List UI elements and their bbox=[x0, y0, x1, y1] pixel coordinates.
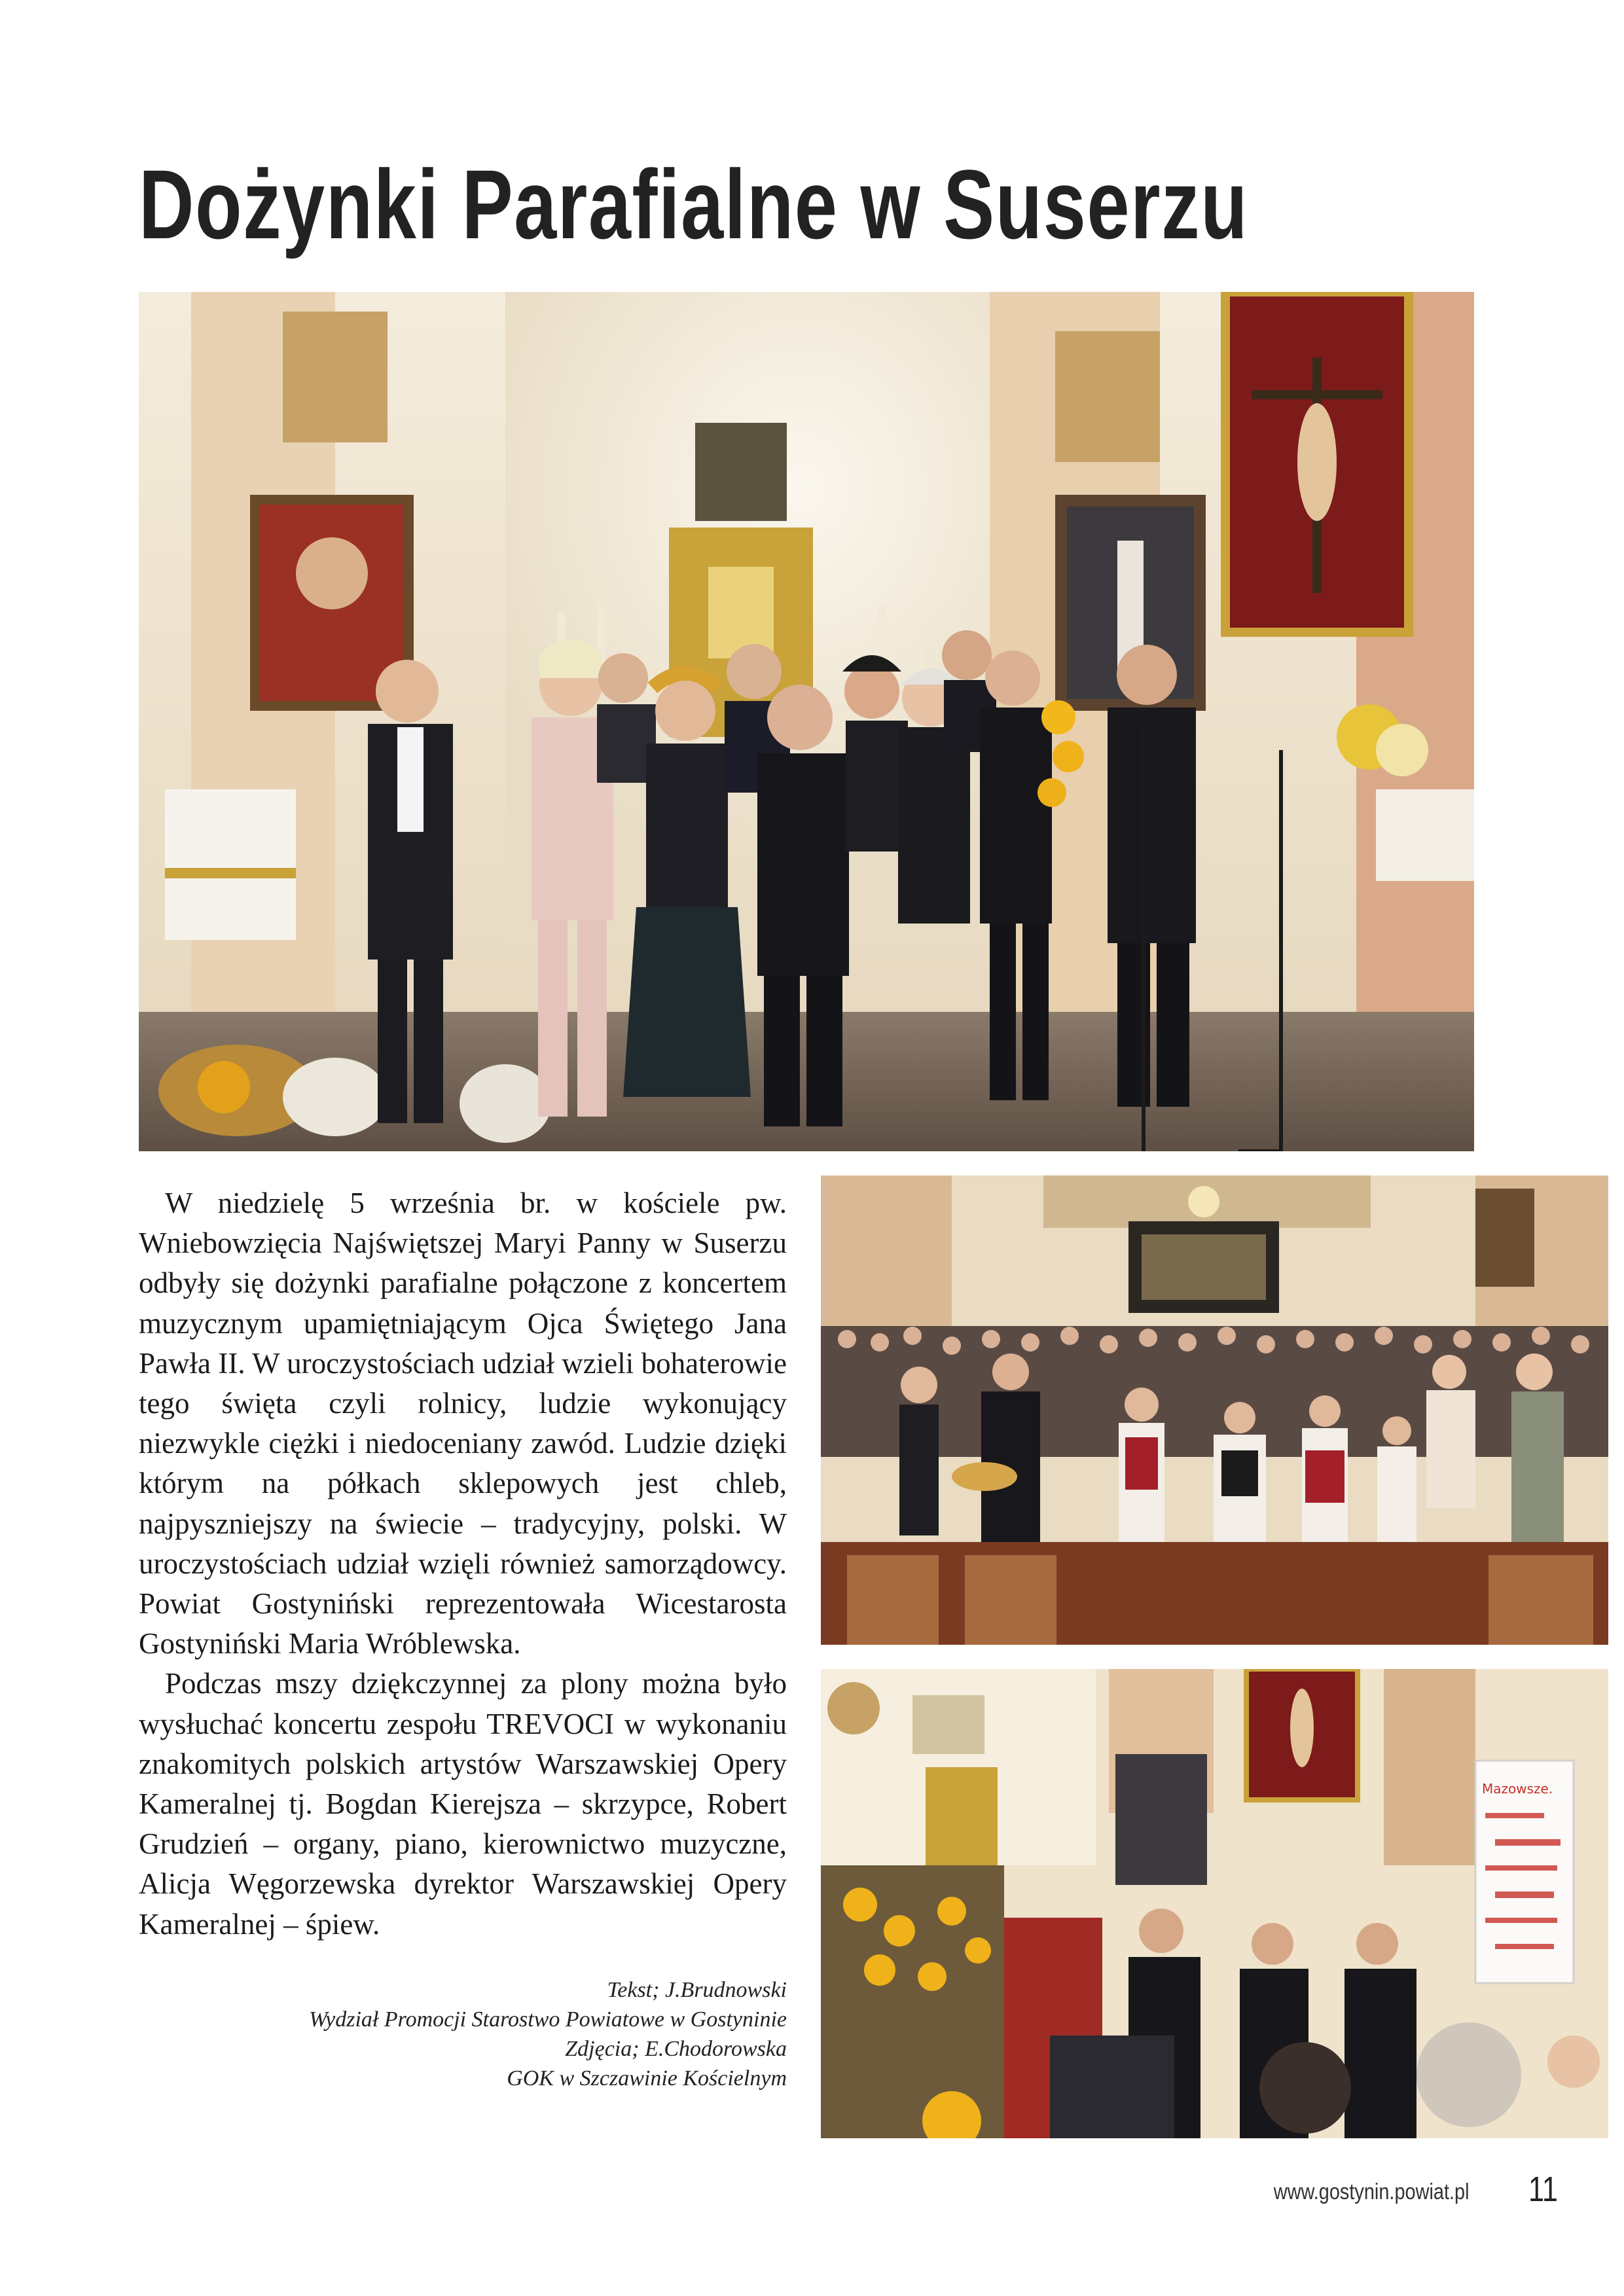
article-paragraph-2: Podczas mszy dziękczynnej za plony można było wysłuchać koncertu zespołu TREVOCI w wykonaniu znakomitych polskich artystów Warszawskiej Opery Kameralnej tj. Bogdan Kierejsza – skrzypce, Robert Grudzień – organy, piano, kierownictwo muzyczne, Alicja Węgorzewska dyrektor Warszawskiej Opery Kameralnej – śpiew. bbox=[139, 1667, 787, 1941]
photo-trevoci-singers bbox=[821, 1669, 1608, 2138]
photo-group-at-altar bbox=[139, 292, 1474, 1151]
photo-congregation bbox=[821, 1175, 1608, 1645]
credits bbox=[139, 1975, 787, 2093]
page-title: Dożynki Parafialne w Suserzu bbox=[139, 149, 1249, 259]
photo-author-org: GOK w Szczawinie Kościelnym bbox=[507, 2066, 787, 2090]
footer-website-link[interactable]: www.gostynin.powiat.pl bbox=[1274, 2179, 1470, 2204]
article-paragraph-1: W niedzielę 5 września br. w kościele pw. Wniebowzięcia Najświętszej Maryi Panny w Suserzu odbyły się dożynki parafialne połączone z koncertem muzycznym upamiętniającym Ojca Świętego Jana Pawła II. W uroczystościach udział wzieli bohaterowie tego święta czyli rolnicy, ludzie wykonujący niezwykle ciężki i niedoceniany zawód. Ludzie dzięki którym na półkach sklepowych jest chleb, najpyszniejszy na świecie – tradycyjny, polski. W uroczystościach udział wzięli również samorządowcy. Powiat Gostyniński reprezentowała Wicestarosta Gostyniński Maria Wróblewska. bbox=[139, 1187, 787, 1660]
photo-author: Zdjęcia; E.Chodorowska bbox=[565, 2037, 787, 2061]
mazowsze-banner-text: Mazowsze. bbox=[1482, 1781, 1553, 1797]
article-body bbox=[139, 1183, 787, 1945]
text-author: Tekst; J.Brudnowski bbox=[607, 1978, 787, 2002]
page-number: 11 bbox=[1528, 2170, 1558, 2209]
text-author-org: Wydział Promocji Starostwo Powiatowe w Gostyninie bbox=[308, 2007, 787, 2032]
